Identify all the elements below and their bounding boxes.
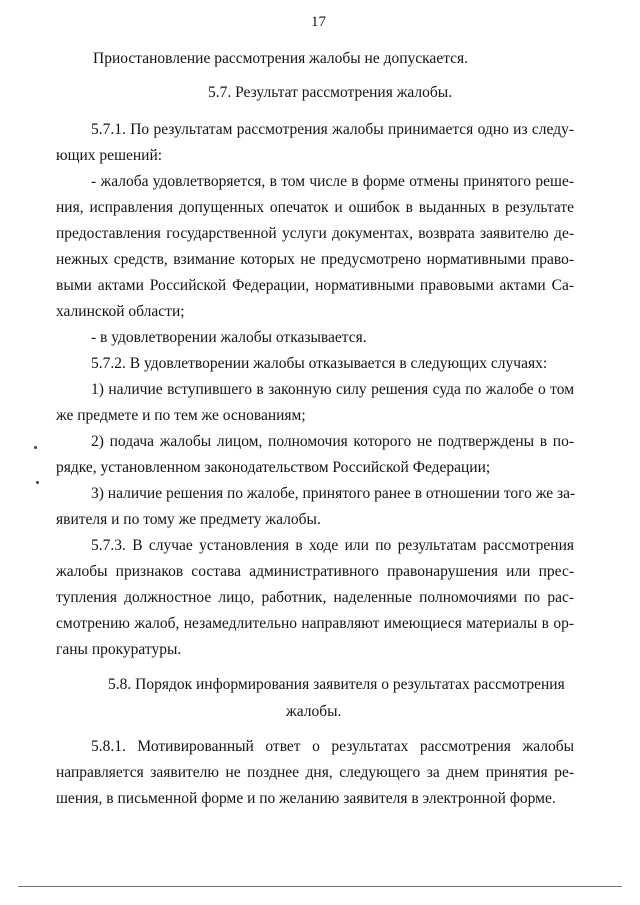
text-line: ющих решений: xyxy=(56,147,163,164)
text-line: жалобы признаков состава административного правонарушения или прес- xyxy=(56,563,574,580)
section-heading-continued: жалобы. xyxy=(286,703,342,720)
text-line: Приостановление рассмотрения жалобы не допускается. xyxy=(93,50,469,67)
text-line: 5.7.3. В случае установления в ходе или по результатам рассмотрения xyxy=(91,537,574,554)
text-line: 2) подача жалобы лицом, полномочия которого не подтверждены в по- xyxy=(91,433,574,450)
text-line: 5.7.2. В удовлетворении жалобы отказывается в следующих случаях: xyxy=(91,355,548,372)
bottom-scan-edge xyxy=(18,886,622,887)
text-line: тупления должностное лицо, работник, наделенные полномочиями по рас- xyxy=(56,589,574,606)
text-line: 1) наличие вступившего в законную силу решения суда по жалобе о том xyxy=(91,381,574,398)
section-heading: 5.8. Порядок информирования заявителя о результатах рассмотрения xyxy=(108,676,565,693)
text-line: выми актами Российской Федерации, нормативными правовыми актами Са- xyxy=(56,277,574,294)
text-line: же предмете и по тем же основаниям; xyxy=(56,407,306,424)
text-line: нежных средств, взимание которых не предусмотрено нормативными право- xyxy=(56,251,574,268)
text-line: - в удовлетворении жалобы отказывается. xyxy=(91,329,367,346)
text-line: халинской области; xyxy=(56,303,185,320)
text-line: рядке, установленном законодательством Российской Федерации; xyxy=(56,459,491,476)
text-line: 5.8.1. Мотивированный ответ о результатах рассмотрения жалобы xyxy=(91,738,574,755)
text-line: 3) наличие решения по жалобе, принятого ранее в отношении того же за- xyxy=(91,485,576,502)
text-line: смотрению жалоб, незамедлительно направляют имеющиеся материалы в ор- xyxy=(56,615,574,632)
text-line: ния, исправления допущенных опечаток и ошибок в выданных в результате xyxy=(56,199,574,216)
text-line: направляется заявителю не позднее дня, следующего за днем принятия ре- xyxy=(56,764,574,781)
scan-speck xyxy=(36,481,39,484)
text-line: явителя и по тому же предмету жалобы. xyxy=(56,511,321,528)
section-heading: 5.7. Результат рассмотрения жалобы. xyxy=(208,84,453,101)
text-line: 5.7.1. По результатам рассмотрения жалобы принимается одно из следу- xyxy=(91,121,574,138)
text-line: ганы прокуратуры. xyxy=(56,641,182,658)
scan-speck xyxy=(34,446,37,449)
text-line: предоставления государственной услуги документах, возврата заявителю де- xyxy=(56,225,574,242)
page-number: 17 xyxy=(311,14,326,30)
text-line: - жалоба удовлетворяется, в том числе в форме отмены принятого реше- xyxy=(91,173,574,190)
text-line: шения, в письменной форме и по желанию заявителя в электронной форме. xyxy=(56,790,556,807)
